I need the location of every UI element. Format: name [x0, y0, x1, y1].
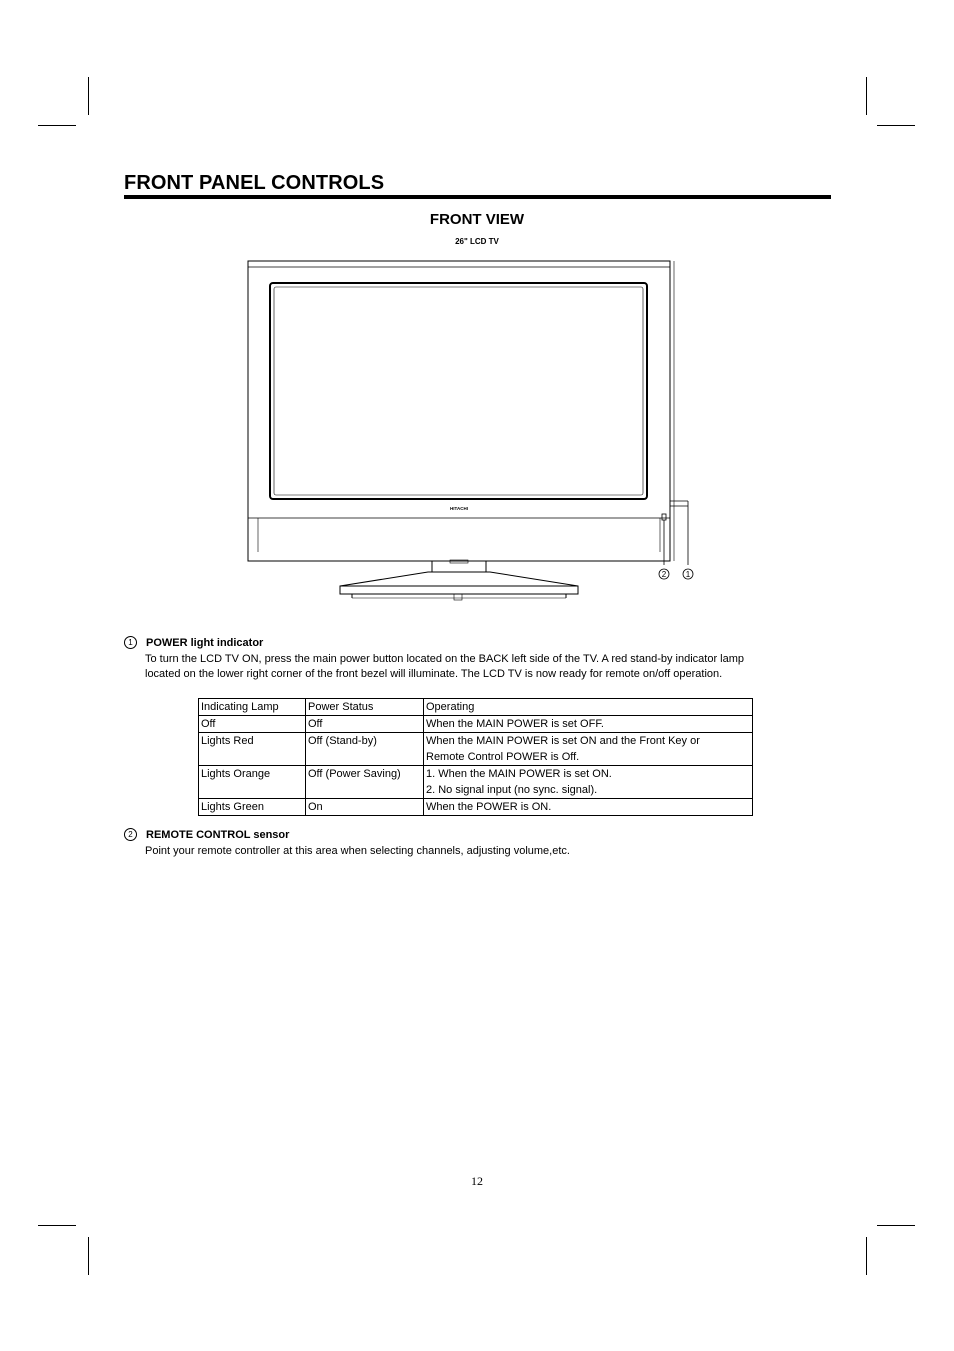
paragraph-line: To turn the LCD TV ON, press the main power button located on the BACK left side of the TV. A red stand-by indicator lamp — [145, 653, 745, 665]
table-row — [199, 766, 753, 799]
section-number-badge: 1 — [124, 636, 137, 649]
table-cell: Lights Green — [199, 799, 306, 816]
section-heading-text: POWER light indicator — [146, 636, 264, 649]
table-cell: Off (Power Saving) — [306, 766, 424, 799]
cell-line: When the MAIN POWER is set ON and the Front Key or — [426, 735, 700, 747]
table-cell: Off — [199, 716, 306, 733]
table-cell: On — [306, 799, 424, 816]
section-heading-text: REMOTE CONTROL sensor — [146, 828, 290, 841]
table-cell: Lights Orange — [199, 766, 306, 799]
table-cell — [424, 733, 753, 766]
section-remote-sensor-heading — [124, 828, 289, 841]
crop-mark — [877, 1225, 915, 1226]
brand-logo: HITACHI — [450, 506, 468, 511]
table-cell: Off (Stand-by) — [306, 733, 424, 766]
section-power-light-text — [145, 652, 805, 682]
section-power-light-heading — [124, 636, 263, 649]
table-cell: When the POWER is ON. — [424, 799, 753, 816]
crop-mark — [38, 1225, 76, 1226]
tv-screen — [270, 283, 647, 499]
table-cell — [424, 766, 753, 799]
callout-2-label: 2 — [661, 570, 667, 579]
callout-1-label: 1 — [685, 570, 691, 579]
table-header-cell: Power Status — [306, 699, 424, 716]
crop-mark — [877, 125, 915, 126]
tv-front-view-drawing — [240, 252, 710, 604]
crop-mark — [88, 77, 89, 115]
table-header-cell: Operating — [424, 699, 753, 716]
tv-bezel — [248, 261, 670, 561]
cell-line: 1. When the MAIN POWER is set ON. — [426, 768, 612, 780]
section-remote-sensor-text: Point your remote controller at this area when selecting channels, adjusting volume,etc. — [145, 845, 570, 857]
cell-line: Remote Control POWER is Off. — [426, 751, 580, 763]
crop-mark — [88, 1237, 89, 1275]
crop-mark — [866, 1237, 867, 1275]
table-cell: Lights Red — [199, 733, 306, 766]
table-cell: Off — [306, 716, 424, 733]
paragraph-line: located on the lower right corner of the front bezel will illuminate. The LCD TV is now ready for remote on/off operation. — [145, 668, 723, 680]
cell-line: 2. No signal input (no sync. signal). — [426, 784, 598, 796]
section-number-badge: 2 — [124, 828, 137, 841]
crop-mark — [38, 125, 76, 126]
table-header-cell: Indicating Lamp — [199, 699, 306, 716]
page-title: FRONT PANEL CONTROLS — [124, 172, 385, 194]
figure-heading: FRONT VIEW — [429, 211, 525, 228]
crop-mark — [866, 77, 867, 115]
table-header-row — [199, 699, 753, 716]
title-rule — [124, 195, 831, 199]
figure-model-label: 26" LCD TV — [455, 237, 499, 246]
table-row — [199, 716, 753, 733]
table-cell: When the MAIN POWER is set OFF. — [424, 716, 753, 733]
indicator-lamp-table — [198, 698, 753, 816]
table-row — [199, 799, 753, 816]
page-number: 12 — [471, 1174, 483, 1188]
table-row — [199, 733, 753, 766]
